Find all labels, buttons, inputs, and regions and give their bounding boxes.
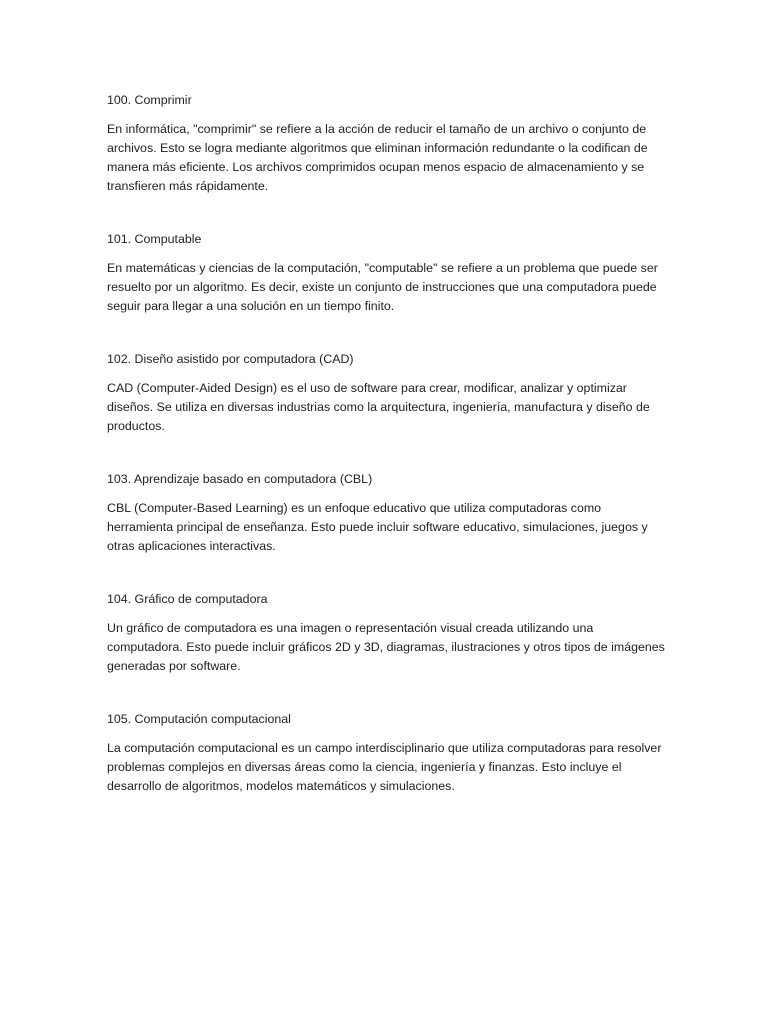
entry-paragraph: En informática, "comprimir" se refiere a la acción de reducir el tamaño de un archivo o conjunto de archivos. Esto se logra mediante algoritmos que eliminan información redundante o la codifican de manera más eficiente. Los archivos comprimidos ocupan menos espacio de almacenamiento y se transfieren más rápidamente. [107, 122, 648, 193]
glossary-entry-103 [107, 470, 668, 556]
glossary-entry-102 [107, 350, 668, 436]
entry-heading: 105. Computación computacional [107, 712, 291, 726]
glossary-entry-105 [107, 710, 668, 796]
entry-paragraph: En matemáticas y ciencias de la computación, "computable" se refiere a un problema que puede ser resuelto por un algoritmo. Es decir, existe un conjunto de instrucciones que una computadora puede seguir para llegar a una solución en un tiempo finito. [107, 261, 658, 313]
entry-heading: 104. Gráfico de computadora [107, 592, 268, 606]
glossary-entry-104 [107, 590, 668, 676]
entry-paragraph: CAD (Computer-Aided Design) es el uso de software para crear, modificar, analizar y optimizar diseños. Se utiliza en diversas industrias como la arquitectura, ingeniería, manufactura y diseño de productos. [107, 381, 650, 433]
entry-heading: 102. Diseño asistido por computadora (CAD) [107, 352, 354, 366]
glossary-entry-100 [107, 91, 668, 196]
entry-paragraph: La computación computacional es un campo interdisciplinario que utiliza computadoras para resolver problemas complejos en diversas áreas como la ciencia, ingeniería y finanzas. Esto incluye el desarrollo de algoritmos, modelos matemáticos y simulaciones. [107, 741, 662, 793]
entry-heading: 103. Aprendizaje basado en computadora (CBL) [107, 472, 373, 486]
entry-heading: 101. Computable [107, 232, 202, 246]
entry-paragraph: CBL (Computer-Based Learning) es un enfoque educativo que utiliza computadoras como herramienta principal de enseñanza. Esto puede incluir software educativo, simulaciones, juegos y otras aplicaciones interactivas. [107, 501, 648, 553]
entry-paragraph: Un gráfico de computadora es una imagen o representación visual creada utilizando una computadora. Esto puede incluir gráficos 2D y 3D, diagramas, ilustraciones y otros tipos de imágenes generadas por software. [107, 621, 665, 673]
entry-heading: 100. Comprimir [107, 93, 192, 107]
glossary-entry-101 [107, 230, 668, 316]
